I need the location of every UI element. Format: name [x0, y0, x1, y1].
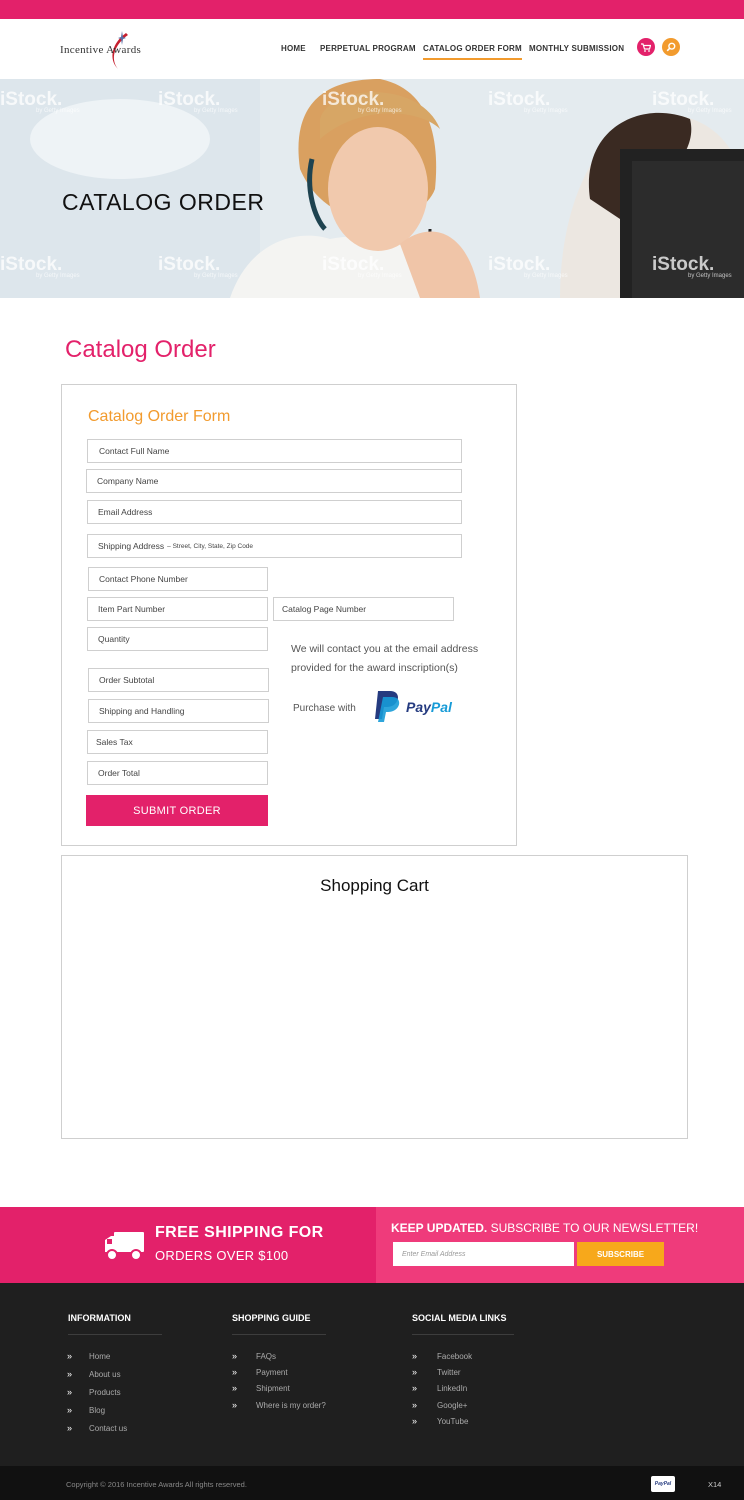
nav-perpetual-program[interactable]: PERPETUAL PROGRAM	[320, 44, 416, 53]
footer-divider	[412, 1334, 514, 1335]
truck-icon	[104, 1228, 146, 1262]
footer-link-shipment[interactable]: Shipment	[256, 1384, 290, 1393]
chevron-icon: »	[67, 1387, 73, 1397]
footer-information-title: INFORMATION	[68, 1313, 131, 1323]
hero-banner	[0, 79, 744, 298]
chevron-icon: »	[67, 1405, 73, 1415]
paypal-badge-icon: PayPal	[651, 1476, 675, 1492]
footer-link-facebook[interactable]: Facebook	[437, 1352, 473, 1361]
search-icon	[666, 42, 676, 52]
order-subtotal-field[interactable]: Order Subtotal	[88, 668, 269, 692]
watermark: iStock. by Getty Images	[322, 89, 402, 114]
paypal-button[interactable]	[373, 689, 463, 725]
top-accent-bar	[0, 0, 744, 19]
form-title: Catalog Order Form	[88, 408, 231, 425]
watermark: iStock. by Getty Images	[158, 89, 238, 114]
chevron-icon: »	[412, 1400, 418, 1410]
newsletter-email-input[interactable]: Enter Email Address	[393, 1242, 574, 1266]
chevron-icon: »	[67, 1351, 73, 1361]
footer-link-about[interactable]: About us	[89, 1370, 121, 1379]
main-nav	[0, 19, 744, 79]
item-part-number-field[interactable]: Item Part Number	[87, 597, 268, 621]
order-total-field[interactable]: Order Total	[87, 761, 268, 785]
watermark: iStock. by Getty Images	[488, 254, 568, 279]
footer-link-youtube[interactable]: YouTube	[437, 1417, 469, 1426]
page-title: Catalog Order	[65, 336, 216, 363]
chevron-icon: »	[412, 1416, 418, 1426]
paypal-icon	[373, 689, 403, 723]
submit-order-button[interactable]: SUBMIT ORDER	[86, 795, 268, 826]
footer-link-where-is-my-order[interactable]: Where is my order?	[256, 1401, 326, 1410]
cart-icon	[641, 43, 651, 52]
watermark: iStock. by Getty Images	[0, 89, 80, 114]
company-name-field[interactable]: Company Name	[86, 469, 462, 493]
quantity-field[interactable]: Quantity	[87, 627, 268, 651]
footer-link-contact[interactable]: Contact us	[89, 1424, 128, 1433]
paypal-wordmark: PayPal	[406, 699, 452, 715]
watermark: iStock. by Getty Images	[652, 89, 732, 114]
chevron-icon: »	[412, 1383, 418, 1393]
watermark: iStock. by Getty Images	[158, 254, 238, 279]
footer-link-payment[interactable]: Payment	[256, 1368, 288, 1377]
footer-link-google-plus[interactable]: Google+	[437, 1401, 468, 1410]
promo-bar	[0, 1207, 744, 1283]
newsletter-section	[376, 1207, 744, 1283]
footer-link-twitter[interactable]: Twitter	[437, 1368, 461, 1377]
chevron-icon: »	[67, 1369, 73, 1379]
search-button[interactable]	[662, 38, 680, 56]
contact-name-field[interactable]: Contact Full Name	[87, 439, 462, 463]
footer-social-title: SOCIAL MEDIA LINKS	[412, 1313, 507, 1323]
footer-link-home[interactable]: Home	[89, 1352, 111, 1361]
shipping-address-field[interactable]: Shipping Address – Street, City, State, Zip Code	[87, 534, 462, 558]
phone-field[interactable]: Contact Phone Number	[88, 567, 268, 591]
footer-link-blog[interactable]: Blog	[89, 1406, 106, 1415]
catalog-order-form	[61, 384, 517, 846]
shopping-cart-panel	[61, 855, 688, 1139]
free-shipping-subheading: ORDERS OVER $100	[155, 1248, 289, 1263]
footer-link-faqs[interactable]: FAQs	[256, 1352, 277, 1361]
footer-link-linkedin[interactable]: LinkedIn	[437, 1384, 468, 1393]
chevron-icon: »	[232, 1351, 238, 1361]
watermark: iStock. by Getty Images	[0, 254, 80, 279]
footer-bottom-bar	[0, 1466, 744, 1500]
catalog-page-number-field[interactable]: Catalog Page Number	[273, 597, 454, 621]
chevron-icon: »	[412, 1367, 418, 1377]
shopping-cart-title: Shopping Cart	[320, 876, 429, 895]
watermark: iStock. by Getty Images	[322, 254, 402, 279]
logo-text: Incentive Awards	[60, 44, 142, 56]
site-header	[0, 19, 744, 79]
chevron-icon: »	[232, 1367, 238, 1377]
footer-divider	[68, 1334, 162, 1335]
watermark: iStock. by Getty Images	[652, 254, 732, 279]
email-field[interactable]: Email Address	[87, 500, 462, 524]
shipping-handling-field[interactable]: Shipping and Handling	[88, 699, 269, 723]
x14-label: X14	[708, 1480, 722, 1489]
sales-tax-field[interactable]: Sales Tax	[87, 730, 268, 754]
hero-title: CATALOG ORDER	[62, 189, 265, 215]
copyright-text: Copyright © 2016 Incentive Awards All rights reserved.	[66, 1480, 247, 1489]
footer-shopping-guide-title: SHOPPING GUIDE	[232, 1313, 311, 1323]
newsletter-heading: KEEP UPDATED. SUBSCRIBE TO OUR NEWSLETTER!	[391, 1221, 699, 1235]
chevron-icon: »	[232, 1383, 238, 1393]
free-shipping-heading: FREE SHIPPING FOR	[155, 1224, 324, 1241]
subscribe-button[interactable]: SUBSCRIBE	[577, 1242, 664, 1266]
nav-home[interactable]: HOME	[281, 44, 306, 53]
nav-monthly-submission[interactable]: MONTHLY SUBMISSION	[529, 44, 625, 53]
chevron-icon: »	[67, 1423, 73, 1433]
chevron-icon: »	[412, 1351, 418, 1361]
footer-divider	[232, 1334, 326, 1335]
footer-link-products[interactable]: Products	[89, 1388, 121, 1397]
contact-note: We will contact you at the email address provided for the award inscription(s)	[291, 643, 479, 674]
cart-button[interactable]	[637, 38, 655, 56]
purchase-with-label: Purchase with	[293, 703, 356, 714]
site-footer	[0, 1283, 744, 1466]
nav-catalog-order-form[interactable]: CATALOG ORDER FORM	[423, 44, 522, 60]
chevron-icon: »	[232, 1400, 238, 1410]
watermark: iStock. by Getty Images	[488, 89, 568, 114]
